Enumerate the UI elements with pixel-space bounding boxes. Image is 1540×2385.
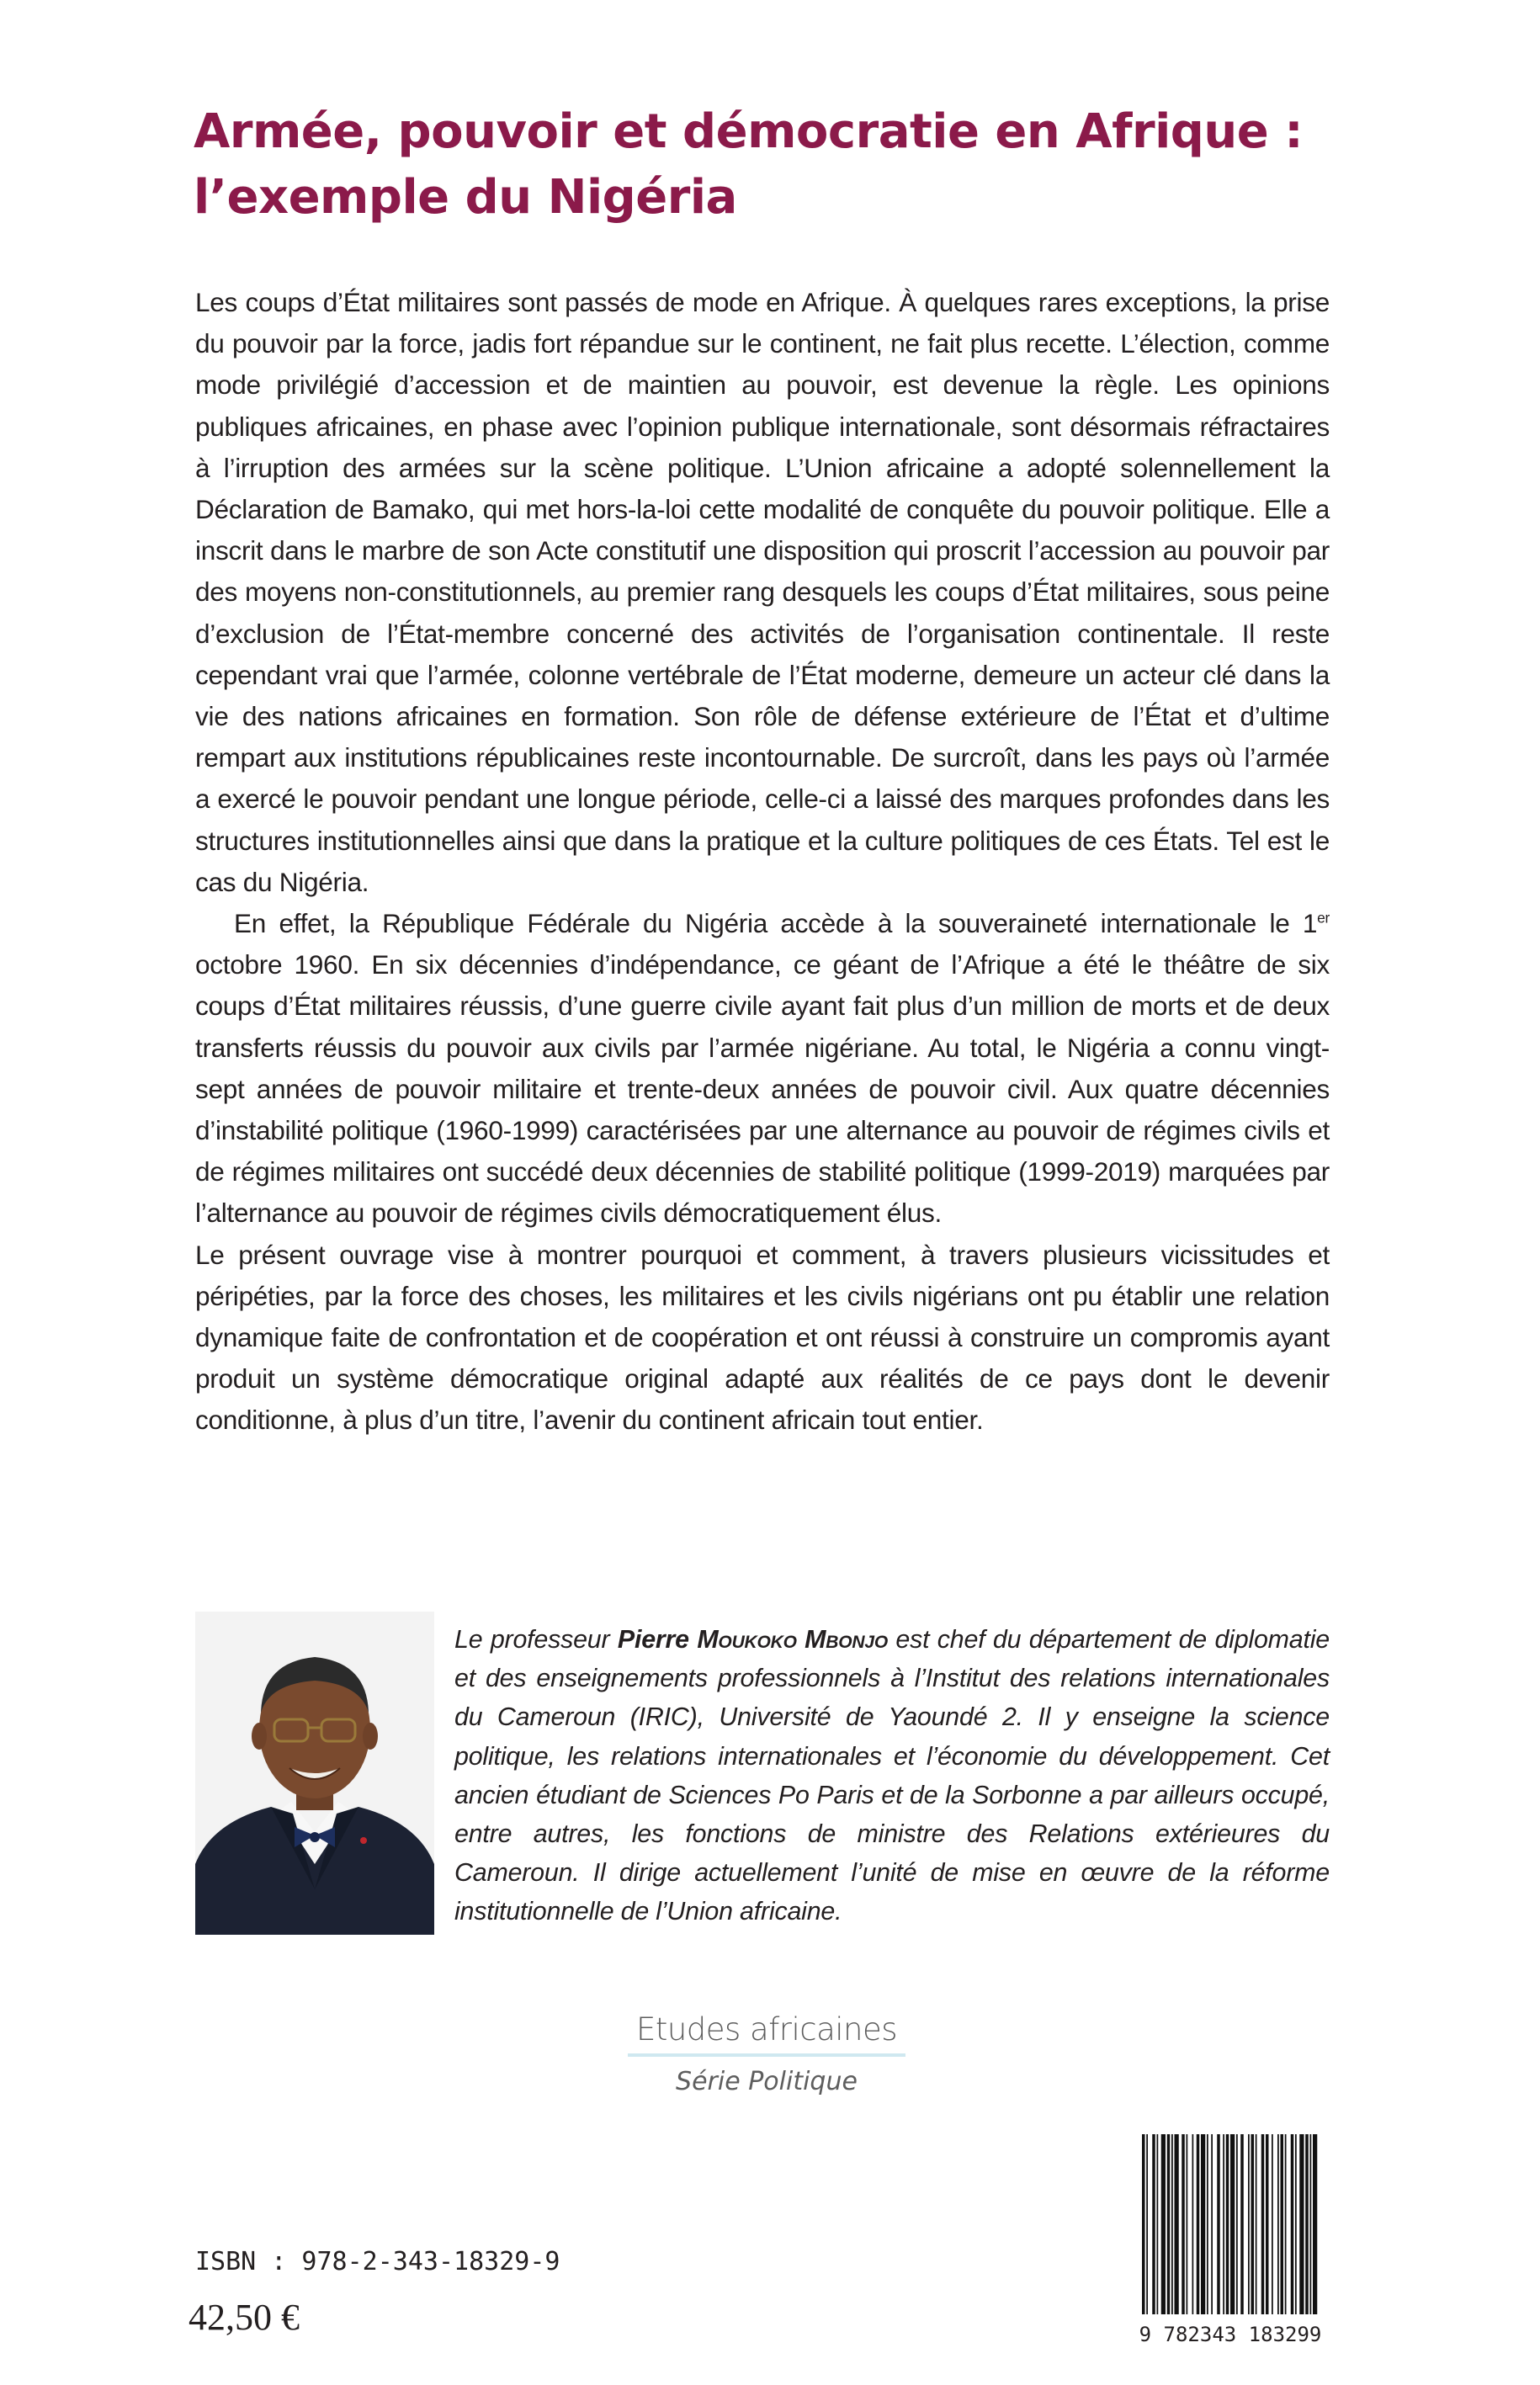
barcode-bar bbox=[1142, 2134, 1145, 2314]
back-cover-summary bbox=[195, 282, 1330, 1442]
summary-paragraph-1: Les coups d’État militaires sont passés de mode en Afrique. À quelques rares exceptions, la prise du pouvoir par la force, jadis fort répandue sur le continent, ne fait plus recette. L’élection, comme mode privilégié d’accession et de maintien au pouvoir, est devenue la règle. Les opinions publiques africaines, en phase avec l’opinion publique internationale, sont désormais réfractaires à l’irruption des armées sur la scène politique. L’Union africaine a adopté solennellement la Déclaration de Bamako, qui met hors-la-loi cette modalité de conquête du pouvoir politique. Elle a inscrit dans le marbre de son Acte constitutif une disposition qui proscrit l’accession au pouvoir par des moyens non-constitutionnels, au premier rang desquels les coups d’État militaires, sous peine d’exclusion de l’État-membre concerné des activités de l’organisation continentale. Il reste cependant vrai que l’armée, colonne vertébrale de l’État moderne, demeure un acteur clé dans la vie des nations africaines en formation. Son rôle de défense extérieure de l’État et d’ultime rempart aux institutions républicaines reste incontournable. De surcroît, dans les pays où l’armée a exercé le pouvoir pendant une longue période, celle-ci a laissé des marques profondes dans les structures institutionnelles ainsi que dans la pratique et la culture politiques de ces États. Tel est le cas du Nigéria. bbox=[195, 287, 1330, 897]
barcode-bar bbox=[1277, 2134, 1279, 2314]
barcode-bar bbox=[1161, 2134, 1166, 2314]
barcode-bar bbox=[1187, 2134, 1188, 2314]
bio-text: est chef du département de diplomatie et des enseignements professionnels à l’Institut des relations internationales du Cameroun (IRIC), Université de Yaoundé 2. Il y enseigne la science politique, les relations internationales et l’économie du développement. Cet ancien étudiant de Sciences Po Paris et de la Sorbonne a par ailleurs occupé, entre autres, les fonctions de ministre des Relations extérieures du Cameroun. Il dirige actuellement l’unité de mise en œuvre de la réforme institutionnelle de l’Union africaine. bbox=[454, 1625, 1330, 1926]
barcode-bar bbox=[1285, 2134, 1287, 2314]
barcode-bar bbox=[1266, 2134, 1269, 2314]
barcode-bar bbox=[1223, 2134, 1224, 2314]
barcode-bar bbox=[1251, 2134, 1255, 2314]
barcode-bar bbox=[1201, 2134, 1205, 2314]
bio-prefix: Le professeur bbox=[454, 1625, 618, 1654]
barcode-bar bbox=[1217, 2134, 1220, 2314]
barcode-bar bbox=[1226, 2134, 1229, 2314]
barcode-bar bbox=[1167, 2134, 1171, 2314]
barcode-bar bbox=[1171, 2134, 1173, 2314]
series-subtitle: Série Politique bbox=[676, 2067, 858, 2096]
barcode-bar bbox=[1261, 2134, 1265, 2314]
barcode-bar bbox=[1211, 2134, 1213, 2314]
barcode-bar bbox=[1305, 2134, 1309, 2314]
barcode-bar bbox=[1230, 2134, 1235, 2314]
title-line-1: Armée, pouvoir et démocratie en Afrique : bbox=[194, 104, 1304, 159]
barcode-bar bbox=[1207, 2134, 1208, 2314]
author-last-name: Moukoko Mbonjo bbox=[697, 1625, 888, 1654]
summary-paragraph-3: Le présent ouvrage vise à montrer pourquoi et comment, à travers plusieurs vicissitudes et péripéties, par la force des choses, les militaires et les civils nigérians ont pu établir une relation dynamique faite de confrontation et de coopération et ont réussi à construire un compromis ayant produit un système démocratique original adapté aux réalités de ce pays dont le devenir conditionne, à plus d’un titre, l’avenir du continent africain tout entier. bbox=[195, 1239, 1330, 1436]
barcode-bar bbox=[1272, 2134, 1273, 2314]
book-price: 42,50 € bbox=[189, 2297, 300, 2338]
barcode-digits: 9 782343 183299 bbox=[1139, 2323, 1322, 2346]
summary-paragraph-2 bbox=[195, 903, 1330, 1235]
barcode-bar bbox=[1256, 2134, 1257, 2314]
barcode-bar bbox=[1157, 2134, 1159, 2314]
series-label bbox=[628, 2008, 905, 2099]
barcode-bar bbox=[1146, 2134, 1148, 2314]
author-portrait-illustration bbox=[195, 1612, 434, 1935]
title-line-2: l’exemple du Nigéria bbox=[194, 170, 737, 225]
series-name: Etudes africaines bbox=[635, 2011, 898, 2048]
barcode-bar bbox=[1152, 2134, 1155, 2314]
isbn-number: ISBN : 978-2-343-18329-9 bbox=[195, 2247, 560, 2276]
barcode-bar bbox=[1240, 2134, 1244, 2314]
barcode-bar bbox=[1299, 2134, 1304, 2314]
ordinal-superscript: er bbox=[1317, 909, 1330, 927]
book-title bbox=[194, 99, 1372, 231]
barcode-bar bbox=[1291, 2134, 1294, 2314]
barcode-bar bbox=[1281, 2134, 1284, 2314]
barcode-bar bbox=[1192, 2134, 1194, 2314]
barcode-bar bbox=[1182, 2134, 1185, 2314]
barcode-bar bbox=[1295, 2134, 1297, 2314]
barcode-bar bbox=[1197, 2134, 1200, 2314]
isbn-barcode bbox=[1134, 2129, 1327, 2350]
author-first-name: Pierre bbox=[617, 1625, 689, 1654]
barcode-bar bbox=[1175, 2134, 1179, 2314]
series-divider bbox=[628, 2053, 905, 2057]
barcode-bar bbox=[1310, 2134, 1312, 2314]
barcode-bar bbox=[1248, 2134, 1250, 2314]
barcode-bar bbox=[1236, 2134, 1238, 2314]
author-bio bbox=[454, 1620, 1330, 1931]
summary-paragraph-2-start: En effet, la République Fédérale du Nigéria accède à la souveraineté internationale le 1 bbox=[234, 908, 1318, 939]
summary-paragraph-2-end: octobre 1960. En six décennies d’indépendance, ce géant de l’Afrique a été le théâtre de six coups d’État militaires réussis, d’une guerre civile ayant fait plus d’un million de morts et de deux transferts réussis du pouvoir aux civils par l’armée nigériane. Au total, le Nigéria a connu vingt-sept années de pouvoir militaire et trente-deux années de pouvoir civil. Aux quatre décennies d’instabilité politique (1960-1999) caractérisées par une alternance au pouvoir de régimes civils et de régimes militaires ont succédé deux décennies de stabilité politique (1999-2019) marquées par l’alternance au pouvoir de régimes civils démocratiquement élus. bbox=[195, 949, 1330, 1229]
barcode-bar bbox=[1313, 2134, 1317, 2314]
author-photo bbox=[195, 1612, 434, 1935]
barcode-graphic bbox=[1134, 2129, 1327, 2350]
